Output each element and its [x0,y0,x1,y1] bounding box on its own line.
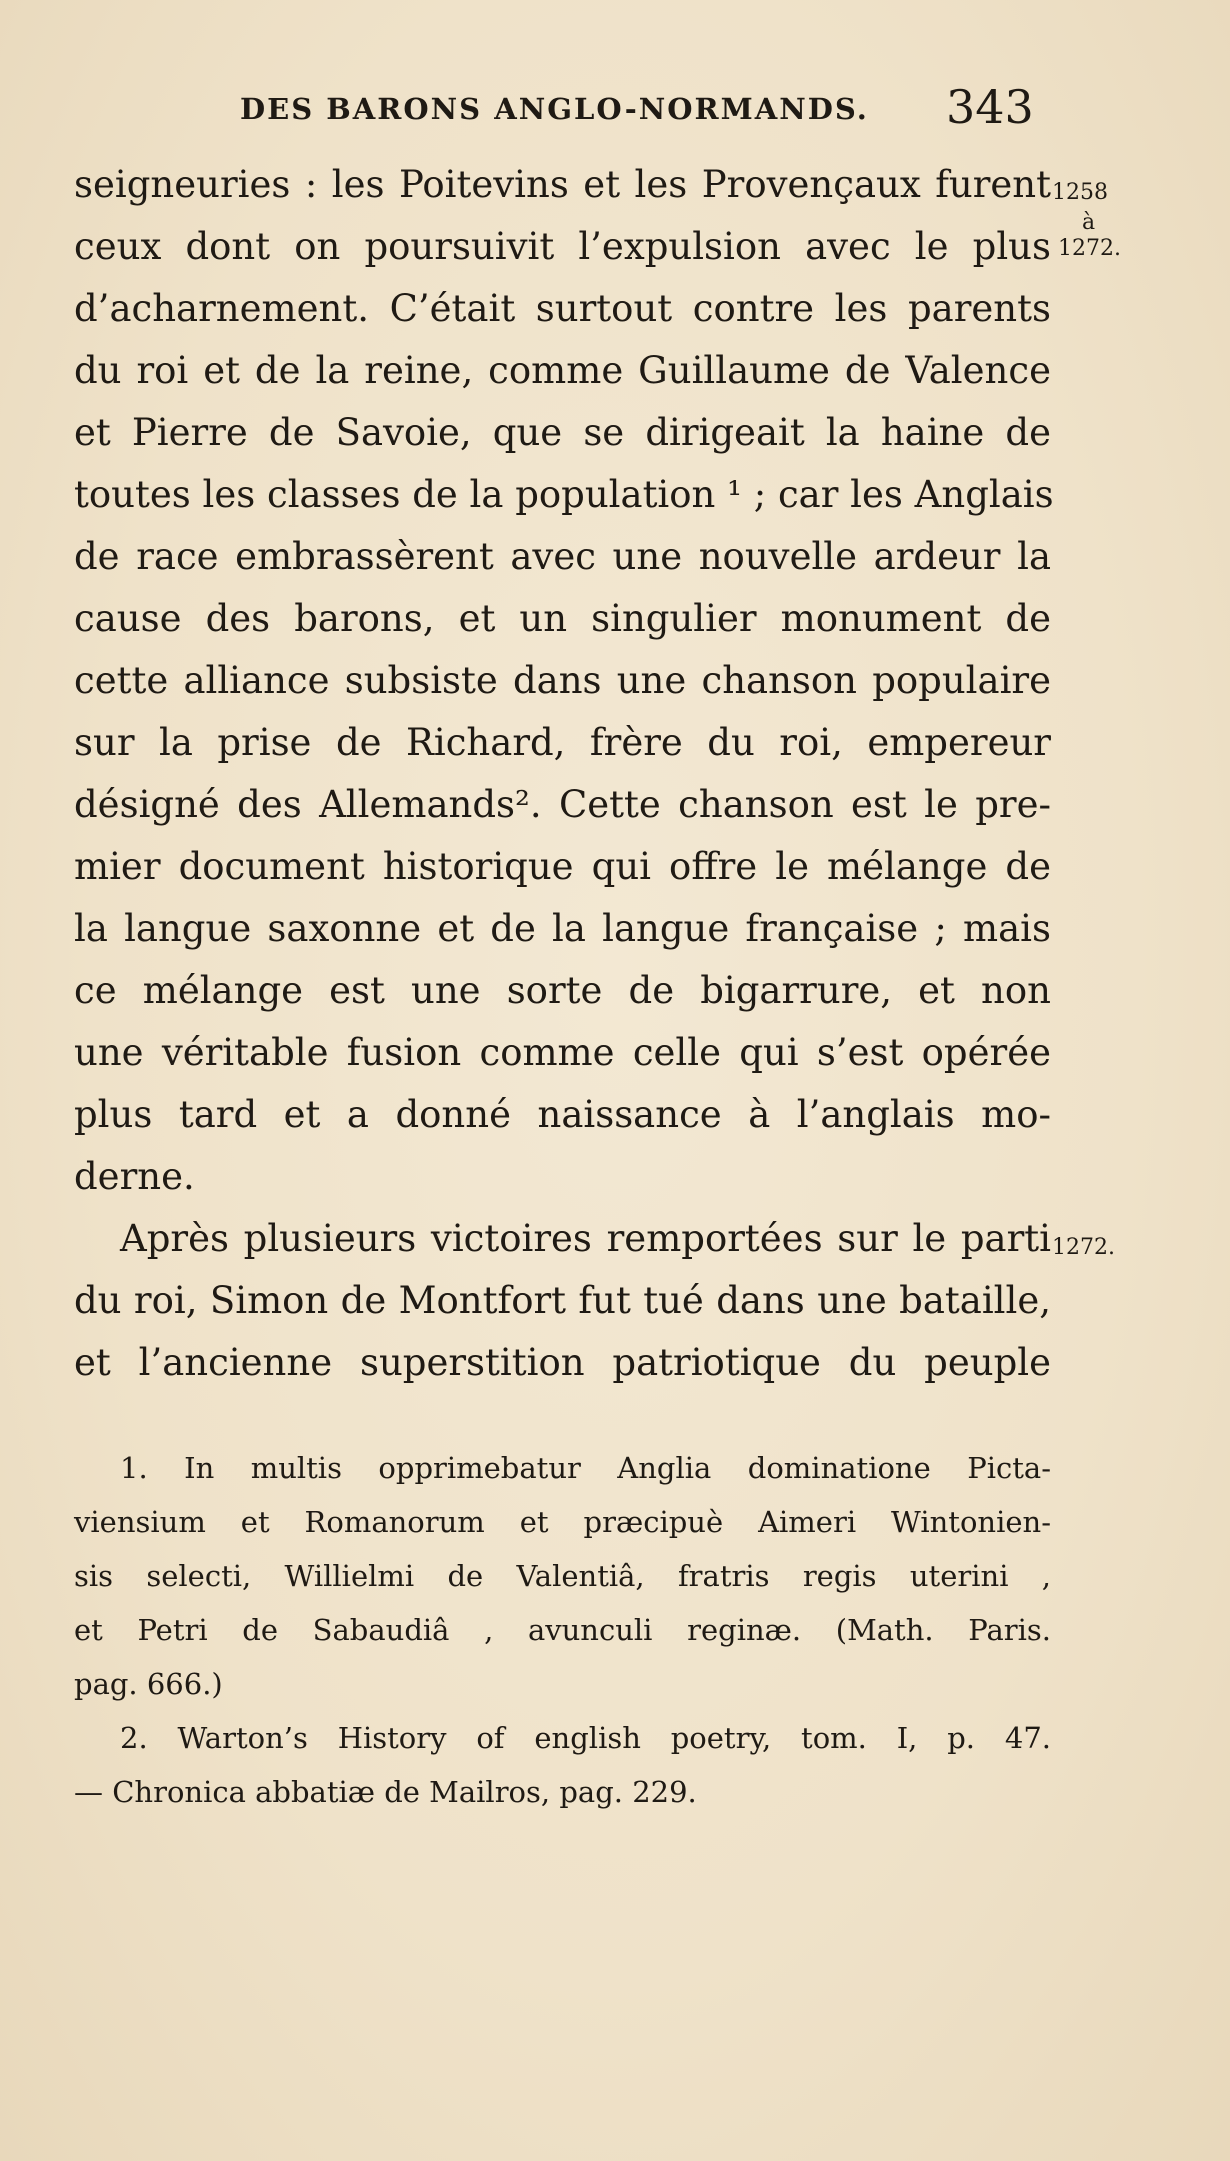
page-number: 343 [946,80,1034,134]
body-line: plus tard et a donné naissance à l’anglais mo- [74,1093,1051,1136]
body-line: du roi et de la reine, comme Guillaume de Valence [74,349,1051,392]
running-title: DES BARONS ANGLO-NORMANDS. [240,92,869,126]
body-line: une véritable fusion comme celle qui s’est opérée [74,1031,1051,1074]
body-line: ce mélange est une sorte de bigarrure, et non [74,969,1051,1012]
body-line: cause des barons, et un singulier monument de [74,597,1051,640]
body-line: derne. [74,1155,195,1198]
body-line: toutes les classes de la population ¹ ; car les Anglais [74,473,1054,516]
body-line: seigneuries : les Poitevins et les Provençaux furent [74,163,1051,206]
margin-date-end: 1272. [1058,236,1121,261]
footnote-line: — Chronica abbatiæ de Mailros, pag. 229. [74,1775,697,1809]
body-line: ceux dont on poursuivit l’expulsion avec le plus [74,225,1051,268]
margin-date-second: 1272. [1052,1235,1115,1260]
footnote-line: pag. 666.) [74,1667,223,1701]
footnote-line: sis selecti, Willielmi de Valentiâ, fratris regis uterini , [74,1559,1051,1593]
body-line: du roi, Simon de Montfort fut tué dans une bataille, [74,1279,1051,1322]
body-line: désigné des Allemands². Cette chanson est le pre- [74,783,1051,826]
body-line: et Pierre de Savoie, que se dirigeait la haine de [74,411,1051,454]
footnote-line: viensium et Romanorum et præcipuè Aimeri Wintonien- [74,1505,1051,1539]
margin-date-start: 1258 [1052,180,1108,205]
body-line: et l’ancienne superstition patriotique du peuple [74,1341,1051,1384]
footnote-line: 2. Warton’s History of english poetry, tom. I, p. 47. [120,1721,1051,1755]
body-line: Après plusieurs victoires remportées sur le parti [120,1217,1051,1260]
body-line: sur la prise de Richard, frère du roi, empereur [74,721,1051,764]
footnote-line: et Petri de Sabaudiâ , avunculi reginæ. (Math. Paris. [74,1613,1051,1647]
body-line: mier document historique qui offre le mélange de [74,845,1051,888]
footnote-line: 1. In multis opprimebatur Anglia dominatione Picta- [120,1451,1051,1485]
body-line: la langue saxonne et de la langue française ; mais [74,907,1051,950]
margin-date-connector: à [1082,210,1096,235]
body-line: de race embrassèrent avec une nouvelle ardeur la [74,535,1051,578]
body-line: cette alliance subsiste dans une chanson populaire [74,659,1051,702]
body-line: d’acharnement. C’était surtout contre les parents [74,287,1051,330]
